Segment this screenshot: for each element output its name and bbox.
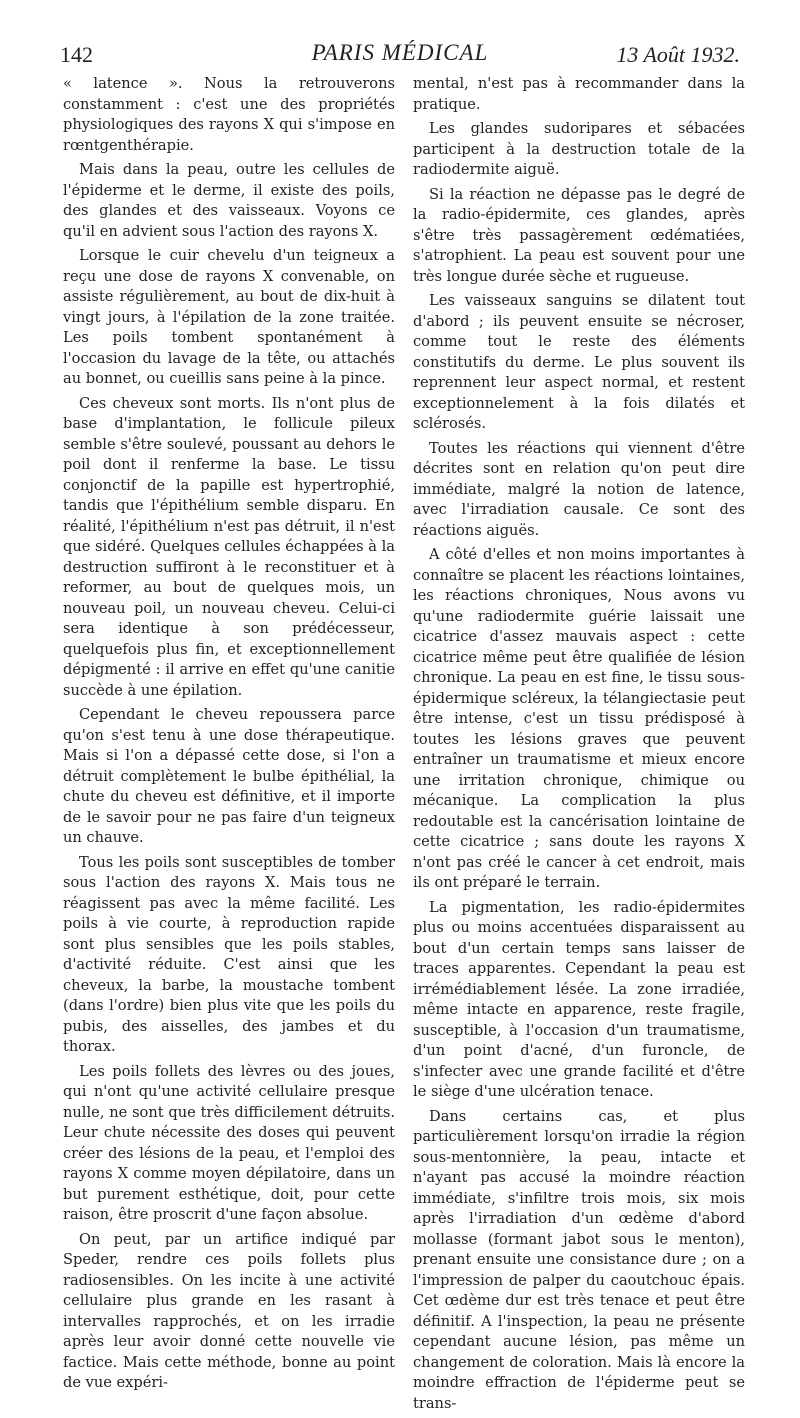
paragraph: Tous les poils sont susceptibles de tomber sous l'action des rayons X. Mais tous ne réagissent pas avec la même facilité. Les poils à vie courte, à reproduction rapide sont plus sensibles que les poils stables, d'activité réduite. C'est ainsi que les cheveux, la barbe, la moustache tombent (dans l'ordre) bien plus vite que les poils du pubis, des aisselles, des jambes et du thorax. <box>63 853 395 1055</box>
paragraph: Les glandes sudoripares et sébacées participent à la destruction totale de la radiodermite aiguë. <box>413 120 745 178</box>
paragraph: Les poils follets des lèvres ou des joues, qui n'ont qu'une activité cellulaire presque nulle, ne sont que très difficilement détruits. Leur chute nécessite des doses qui peuvent créer des lésions de la peau, et l'emploi des rayons X comme moyen dépilatoire, dans un but purement esthétique, doit, pour cette raison, être proscrit d'une façon absolue. <box>63 1062 395 1223</box>
paragraph: Mais dans la peau, outre les cellules de l'épiderme et le derme, il existe des poils, des glandes et des vaisseaux. Voyons ce qu'il en advient sous l'action des rayons X. <box>63 161 395 240</box>
paragraph: Dans certains cas, et plus particulièrement lorsqu'on irradie la région sous-mentonnière, la peau, intacte et n'ayant pas accusé la moindre réaction immédiate, s'infiltre trois mois, six mois après l'irradiation d'un œdème d'abord mollasse (formant jabot sous le menton), prenant ensuite une consistance dure ; on a l'impression de palper du caoutchouc épais. Cet œdème dur est très tenace et peut être définitif. A l'inspection, la peau ne présente cependant aucune lésion, pas même un changement de coloration. Mais là encore la moindre effraction de l'épiderme peut se trans- <box>413 1107 745 1412</box>
paragraph: La pigmentation, les radio-épidermites plus ou moins accentuées disparaissent au bout d'un certain temps sans laisser de traces apparentes. Cependant la peau est irrémédiablement lésée. La zone irradiée, même intacte en apparence, reste fragile, susceptible, à l'occasion d'un traumatisme, d'un point d'acné, d'un furoncle, de s'infecter avec une grande facilité et d'être le siège d'une ulcération tenace. <box>413 898 745 1100</box>
paragraph: Toutes les réactions qui viennent d'être décrites sont en relation qu'on peut dire immédiate, malgré la notion de latence, avec l'irradiation causale. Ce sont des réactions aiguës. <box>413 439 745 539</box>
page-number: 142 <box>60 42 93 67</box>
left-column <box>63 74 395 1398</box>
paragraph: Cependant le cheveu repoussera parce qu'on s'est tenu à une dose thérapeutique. Mais si l'on a dépassé cette dose, si l'on a détruit complètement le bulbe épithélial, la chute du cheveu est définitive, et il importe de le savoir pour ne pas faire d'un teigneux un chauve. <box>63 706 395 846</box>
issue-date: 13 Août 1932. <box>616 42 740 67</box>
paragraph: mental, n'est pas à recommander dans la pratique. <box>413 75 745 113</box>
paragraph: Ces cheveux sont morts. Ils n'ont plus de base d'implantation, le follicule pileux semble s'être soulevé, poussant au dehors le poil dont il renferme la base. Le tissu conjonctif de la papille est hypertrophié, tandis que l'épithélium semble disparu. En réalité, l'épithélium n'est pas détruit, il n'est que sidéré. Quelques cellules échappées à la destruction suffiront à le reconstituer et à reformer, au bout de quelques mois, un nouveau poil, un nouveau cheveu. Celui-ci sera identique à son prédécesseur, quelquefois plus fin, et exceptionnellement dépigmenté : il arrive en effet qu'une canitie succède à une épilation. <box>63 394 395 699</box>
paragraph: Lorsque le cuir chevelu d'un teigneux a reçu une dose de rayons X convenable, on assiste régulièrement, au bout de dix-huit à vingt jours, à l'épilation de la zone traitée. Les poils tombent spontanément à l'occasion du lavage de la tête, ou attachés au bonnet, ou cueillis sans peine à la pince. <box>63 247 395 387</box>
paragraph: Les vaisseaux sanguins se dilatent tout d'abord ; ils peuvent ensuite se nécroser, comme tout le reste des éléments constitutifs du derme. Le plus souvent ils reprennent leur aspect normal, et restent exceptionnelement à la fois dilatés et sclérosés. <box>413 292 745 432</box>
paragraph: A côté d'elles et non moins importantes à connaître se placent les réactions lointaines, les réactions chroniques, Nous avons vu qu'une radiodermite guérie laissait une cicatrice d'assez mauvais aspect : cette cicatrice même peut être qualifiée de lésion chronique. La peau en est fine, le tissu sous-épidermique scléreux, la télangiectasie peut être intense, c'est un tissu prédisposé à toutes les lésions graves que peuvent entraîner un traumatisme et mieux encore une irritation chronique, chimique ou mécanique. La complication la plus redoutable est la cancérisation lointaine de cette cicatrice ; sans doute les rayons X n'ont pas créé le cancer à cet endroit, mais ils ont préparé le terrain. <box>413 546 745 891</box>
paragraph: « latence ». Nous la retrouverons constamment : c'est une des propriétés physiologiques des rayons X qui s'impose en rœntgenthérapie. <box>63 75 395 154</box>
running-header <box>60 38 740 72</box>
paragraph: On peut, par un artifice indiqué par Speder, rendre ces poils follets plus radiosensibles. On les incite à une activité cellulaire plus grande en les rasant à intervalles rapprochés, et on les irradie après leur avoir donné cette nouvelle vie factice. Mais cette méthode, bonne au point de vue expéri- <box>63 1230 395 1391</box>
paragraph: Si la réaction ne dépasse pas le degré de la radio-épidermite, ces glandes, après s'être très passagèrement œdématiées, s'atrophient. La peau est souvent pour une très longue durée sèche et rugueuse. <box>413 185 745 285</box>
right-column <box>413 74 745 1418</box>
journal-title: PARIS MÉDICAL <box>311 40 489 65</box>
